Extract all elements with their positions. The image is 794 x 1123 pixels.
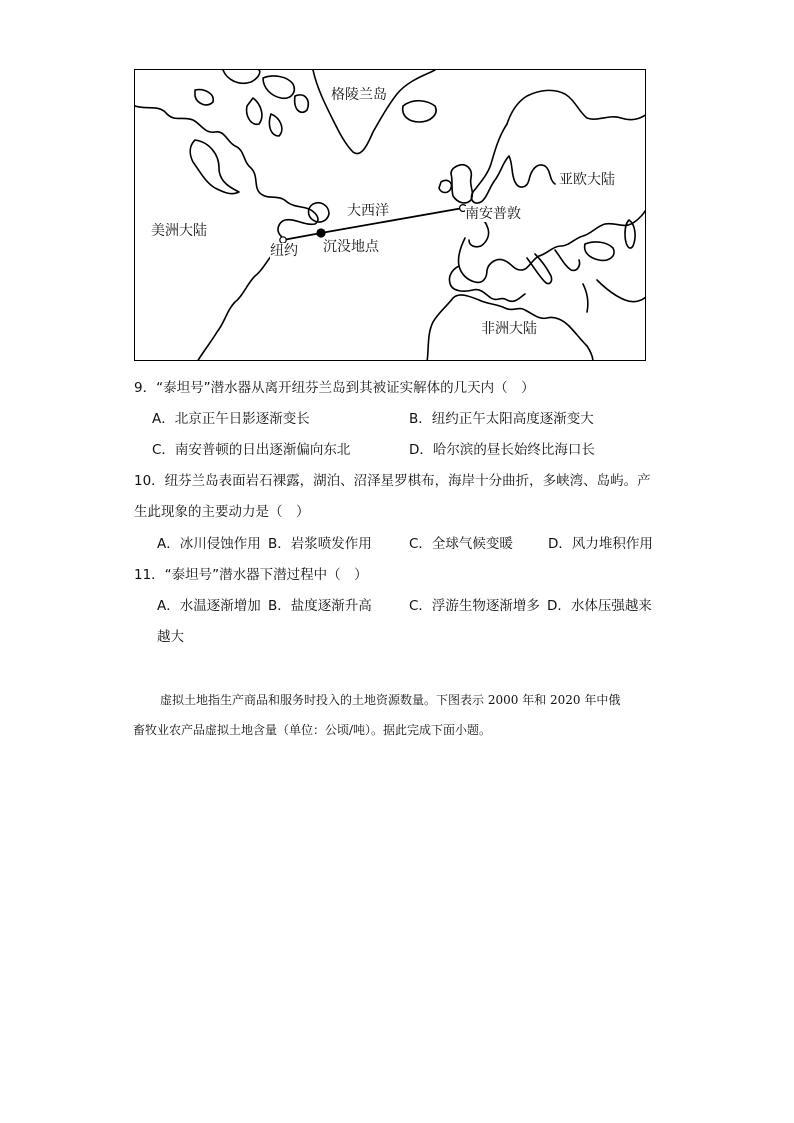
q10-option-c: C．全球气候变暖 xyxy=(409,536,513,552)
iceland-island xyxy=(403,101,436,122)
label-sinking-site: 沉没地点 xyxy=(323,239,379,255)
q11-option-d-line1: D．水体压强越来 xyxy=(547,598,652,614)
label-greenland: 格陵兰岛 xyxy=(331,87,387,103)
label-southampton: 南安普敦 xyxy=(465,206,521,222)
north-atlantic-map xyxy=(134,69,646,361)
ireland-island xyxy=(439,180,451,192)
norway-coast xyxy=(471,124,555,203)
route-line-east xyxy=(321,208,463,233)
q9-option-b: B．纽约正午太阳高度逐渐变大 xyxy=(409,411,594,427)
map-drawing xyxy=(135,70,646,361)
arctic-island-4 xyxy=(247,98,262,124)
hudson-bay xyxy=(190,140,239,194)
arctic-island-2 xyxy=(263,76,294,98)
q9-option-c: C．南安普顿的日出逐渐偏向东北 xyxy=(152,442,351,458)
route-line xyxy=(283,233,321,240)
label-americas: 美洲大陆 xyxy=(151,223,207,239)
arctic-island-5 xyxy=(269,114,281,136)
greenland-outline xyxy=(313,70,435,154)
q10-stem-line1: 10．纽芬兰岛表面岩石裸露，湖泊、沼泽星罗棋布，海岸十分曲折，多峡湾、岛屿。产 xyxy=(134,473,651,489)
q9-option-a: A．北京正午日影逐渐变长 xyxy=(152,411,310,427)
q10-option-d: D．风力堆积作用 xyxy=(548,536,653,552)
q11-stem: 11．“泰坦号”潜水器下潜过程中（ ） xyxy=(134,567,368,583)
arctic-island-6 xyxy=(195,90,213,105)
q11-option-b: B．盐度逐渐升高 xyxy=(268,598,372,614)
arabia-coast xyxy=(597,280,646,302)
label-africa: 非洲大陆 xyxy=(481,321,537,337)
label-atlantic: 大西洋 xyxy=(347,203,389,219)
sinking-site-marker xyxy=(316,228,325,237)
q11-option-c: C．浮游生物逐渐增多 xyxy=(409,598,540,614)
q10-option-a: A．冰川侵蚀作用 xyxy=(157,536,261,552)
sinai-coast xyxy=(583,284,588,312)
q11-option-d-line2: 越大 xyxy=(157,629,184,645)
q10-stem-line2: 生此现象的主要动力是（ ） xyxy=(134,504,310,520)
arctic-island-1 xyxy=(223,70,260,83)
balkans-coast xyxy=(555,250,580,270)
label-newyork: 纽约 xyxy=(270,243,298,259)
scandinavia-coast xyxy=(507,90,646,124)
italy-peninsula xyxy=(527,254,552,284)
black-sea xyxy=(585,242,614,260)
label-eurasia: 亚欧大陆 xyxy=(559,172,615,188)
q11-option-a: A．水温逐渐增加 xyxy=(157,598,261,614)
intro-paragraph-line1: 虚拟土地指生产商品和服务时投入的土地资源数量。下图表示 2000 年和 2020 年中俄 xyxy=(160,693,621,707)
q9-option-d: D．哈尔滨的昼长始终比海口长 xyxy=(409,442,595,458)
intro-paragraph-line2: 畜牧业农产品虚拟土地含量（单位：公顷/吨）。据此完成下面小题。 xyxy=(133,723,492,737)
arctic-island-3 xyxy=(295,95,309,112)
q10-option-b: B．岩浆喷发作用 xyxy=(268,536,372,552)
q9-stem: 9．“泰坦号”潜水器从离开纽芬兰岛到其被证实解体的几天内（ ） xyxy=(134,380,535,396)
britain-island xyxy=(451,165,472,203)
